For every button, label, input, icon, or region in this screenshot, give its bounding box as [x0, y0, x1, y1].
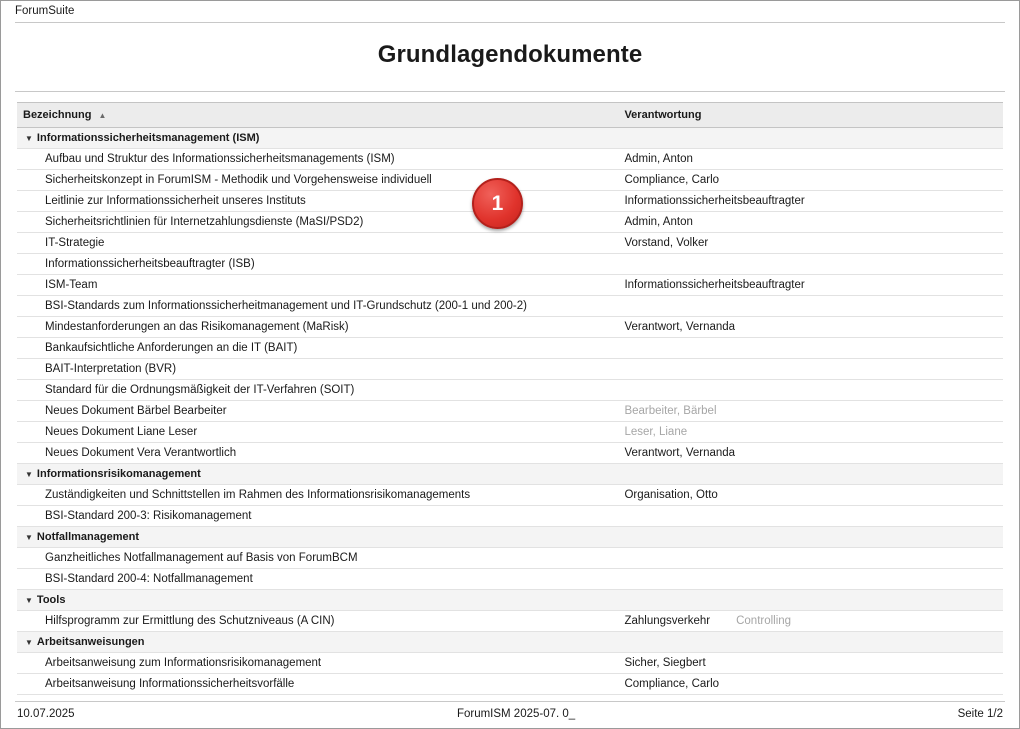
- table-row[interactable]: [17, 254, 1003, 275]
- responsibility-cell: [618, 653, 1003, 674]
- row-label: ISM-Team: [45, 279, 98, 291]
- document-name-cell: [17, 191, 618, 212]
- responsibility-cell: [618, 149, 1003, 170]
- group-name-cell: [17, 128, 618, 149]
- responsibility-cell: [618, 170, 1003, 191]
- responsibility-cell: [618, 401, 1003, 422]
- table-row[interactable]: [17, 338, 1003, 359]
- responsibility-cell: [618, 359, 1003, 380]
- row-label: BAIT-Interpretation (BVR): [45, 363, 177, 375]
- responsibility-cell: [618, 590, 1003, 611]
- document-name-cell: [17, 275, 618, 296]
- responsibility-label: Compliance, Carlo: [624, 678, 720, 690]
- table-row[interactable]: [17, 380, 1003, 401]
- row-label: Aufbau und Struktur des Informationssicherheitsmanagements (ISM): [45, 153, 395, 165]
- row-label: Neues Dokument Liane Leser: [45, 426, 198, 438]
- row-label: Arbeitsanweisung Informationssicherheitsvorfälle: [45, 678, 295, 690]
- row-label: Mindestanforderungen an das Risikomanagement (MaRisk): [45, 321, 349, 333]
- table-row[interactable]: [17, 485, 1003, 506]
- row-label: Notfallmanagement: [36, 531, 139, 543]
- document-name-cell: [17, 653, 618, 674]
- footer-date: 10.07.2025: [17, 708, 75, 720]
- page-footer: [1, 702, 1019, 728]
- document-name-cell: [17, 569, 618, 590]
- chevron-down-icon[interactable]: ▼: [25, 637, 33, 647]
- table-row[interactable]: [17, 653, 1003, 674]
- document-name-cell: [17, 338, 618, 359]
- responsibility-cell: [618, 632, 1003, 653]
- group-name-cell: [17, 527, 618, 548]
- document-name-cell: [17, 212, 618, 233]
- document-name-cell: [17, 233, 618, 254]
- table-group-row[interactable]: [17, 590, 1003, 611]
- table-row[interactable]: [17, 569, 1003, 590]
- responsibility-cell: [618, 296, 1003, 317]
- group-name-cell: [17, 590, 618, 611]
- table-row[interactable]: [17, 317, 1003, 338]
- document-name-cell: [17, 380, 618, 401]
- document-name-cell: [17, 506, 618, 527]
- sort-ascending-icon: ▲: [98, 110, 107, 120]
- table-row[interactable]: [17, 443, 1003, 464]
- responsibility-cell: [618, 527, 1003, 548]
- table-group-row[interactable]: [17, 632, 1003, 653]
- responsibility-cell: [618, 380, 1003, 401]
- responsibility-cell: [618, 128, 1003, 149]
- responsibility-cell: [618, 548, 1003, 569]
- table-group-row[interactable]: [17, 464, 1003, 485]
- responsibility-secondary-label: Controlling: [736, 615, 792, 627]
- table-row[interactable]: [17, 422, 1003, 443]
- responsibility-label: Bearbeiter, Bärbel: [624, 405, 717, 417]
- table-group-row[interactable]: [17, 128, 1003, 149]
- row-label: BSI-Standards zum Informationssicherheitmanagement und IT-Grundschutz (200-1 und 200-2): [45, 300, 527, 312]
- row-label: Bankaufsichtliche Anforderungen an die IT (BAIT): [45, 342, 298, 354]
- document-name-cell: [17, 422, 618, 443]
- responsibility-cell: [618, 233, 1003, 254]
- row-label: Zuständigkeiten und Schnittstellen im Rahmen des Informationsrisikomanagements: [45, 489, 471, 501]
- chevron-down-icon[interactable]: ▼: [25, 469, 33, 479]
- chevron-down-icon[interactable]: ▼: [25, 595, 33, 605]
- table-row[interactable]: [17, 611, 1003, 632]
- row-label: Tools: [36, 594, 66, 606]
- responsibility-cell: [618, 212, 1003, 233]
- row-label: Arbeitsanweisung zum Informationsrisikomanagement: [45, 657, 322, 669]
- table-header: [17, 103, 1003, 128]
- document-name-cell: [17, 548, 618, 569]
- column-header-bezeichnung-label: Bezeichnung: [23, 109, 92, 121]
- table-row[interactable]: [17, 275, 1003, 296]
- table-row[interactable]: [17, 548, 1003, 569]
- responsibility-label: Zahlungsverkehr: [624, 615, 711, 627]
- row-label: Hilfsprogramm zur Ermittlung des Schutzniveaus (A CIN): [45, 615, 335, 627]
- row-label: BSI-Standard 200-4: Notfallmanagement: [45, 573, 253, 585]
- table-row[interactable]: [17, 506, 1003, 527]
- document-name-cell: [17, 674, 618, 695]
- row-label: IT-Strategie: [45, 237, 105, 249]
- document-name-cell: [17, 359, 618, 380]
- document-name-cell: [17, 149, 618, 170]
- responsibility-cell: [618, 317, 1003, 338]
- document-name-cell: [17, 296, 618, 317]
- row-label: Sicherheitskonzept in ForumISM - Methodik und Vorgehensweise individuell: [45, 174, 432, 186]
- responsibility-label: Admin, Anton: [624, 153, 693, 165]
- document-name-cell: [17, 485, 618, 506]
- row-label: Ganzheitliches Notfallmanagement auf Basis von ForumBCM: [45, 552, 358, 564]
- row-label: Informationsrisikomanagement: [36, 468, 201, 480]
- row-label: Informationssicherheitsmanagement (ISM): [36, 132, 260, 144]
- title-zone: [1, 23, 1019, 85]
- table-group-row[interactable]: [17, 527, 1003, 548]
- document-name-cell: [17, 611, 618, 632]
- breadcrumb: [1, 1, 1019, 22]
- responsibility-cell: [618, 254, 1003, 275]
- chevron-down-icon[interactable]: ▼: [25, 532, 33, 542]
- table-row[interactable]: [17, 233, 1003, 254]
- document-name-cell: [17, 170, 618, 191]
- document-name-cell: [17, 401, 618, 422]
- responsibility-label: Verantwort, Vernanda: [624, 321, 736, 333]
- responsibility-label: Verantwort, Vernanda: [624, 447, 736, 459]
- row-label: Arbeitsanweisungen: [36, 636, 145, 648]
- responsibility-label: Compliance, Carlo: [624, 174, 720, 186]
- row-label: Leitlinie zur Informationssicherheit unseres Instituts: [45, 195, 306, 207]
- responsibility-cell: [618, 422, 1003, 443]
- table-row[interactable]: [17, 149, 1003, 170]
- responsibility-cell: [618, 611, 1003, 632]
- column-header-verantwortung[interactable]: [618, 103, 1003, 128]
- responsibility-cell: [618, 464, 1003, 485]
- table-row[interactable]: [17, 359, 1003, 380]
- responsibility-label: Vorstand, Volker: [624, 237, 709, 249]
- responsibility-label: Informationssicherheitsbeauftragter: [624, 279, 805, 291]
- responsibility-label: Informationssicherheitsbeauftragter: [624, 195, 805, 207]
- chevron-down-icon[interactable]: ▼: [25, 133, 33, 143]
- responsibility-cell: [618, 191, 1003, 212]
- breadcrumb-label: ForumSuite: [15, 5, 75, 17]
- table-row[interactable]: [17, 296, 1003, 317]
- table-row[interactable]: [17, 401, 1003, 422]
- responsibility-cell: [618, 443, 1003, 464]
- document-name-cell: [17, 443, 618, 464]
- page-title: Grundlagendokumente: [377, 41, 643, 68]
- group-name-cell: [17, 632, 618, 653]
- column-header-bezeichnung[interactable]: [17, 103, 618, 128]
- responsibility-cell: [618, 275, 1003, 296]
- group-name-cell: [17, 464, 618, 485]
- table-header-row: [17, 103, 1003, 128]
- responsibility-cell: [618, 485, 1003, 506]
- responsibility-cell: [618, 569, 1003, 590]
- footer-page-number: Seite 1/2: [957, 708, 1003, 720]
- row-label: Neues Dokument Bärbel Bearbeiter: [45, 405, 227, 417]
- row-label: BSI-Standard 200-3: Risikomanagement: [45, 510, 252, 522]
- responsibility-cell: [618, 338, 1003, 359]
- footer-source: ForumISM 2025-07. 0_: [456, 708, 576, 720]
- responsibility-label: Organisation, Otto: [624, 489, 718, 501]
- row-label: Informationssicherheitsbeauftragter (ISB): [45, 258, 255, 270]
- responsibility-label: Sicher, Siegbert: [624, 657, 706, 669]
- row-label: Standard für die Ordnungsmäßigkeit der IT-Verfahren (SOIT): [45, 384, 355, 396]
- table-row[interactable]: [17, 674, 1003, 695]
- annotation-badge-1: 1: [472, 178, 523, 229]
- document-name-cell: [17, 317, 618, 338]
- column-header-verantwortung-label: Verantwortung: [624, 109, 702, 121]
- document-name-cell: [17, 254, 618, 275]
- responsibility-cell: [618, 506, 1003, 527]
- responsibility-label: Admin, Anton: [624, 216, 693, 228]
- responsibility-cell: [618, 674, 1003, 695]
- row-label: Neues Dokument Vera Verantwortlich: [45, 447, 237, 459]
- responsibility-label: Leser, Liane: [624, 426, 688, 438]
- row-label: Sicherheitsrichtlinien für Internetzahlungsdienste (MaSI/PSD2): [45, 216, 364, 228]
